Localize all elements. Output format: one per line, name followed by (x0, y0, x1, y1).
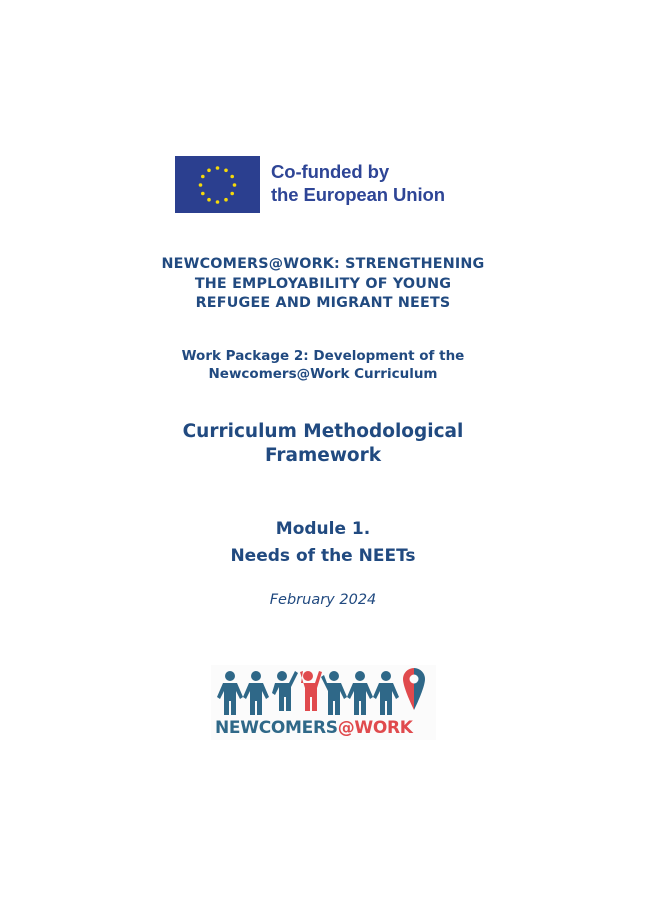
module-name: Needs of the NEETs (230, 546, 416, 566)
eu-cofunded-text (271, 160, 445, 206)
location-pin-icon (403, 668, 425, 710)
publication-date: February 2024 (269, 592, 377, 608)
module-title (0, 516, 646, 570)
wordmark-at-work: @WORK (337, 718, 413, 738)
project-title (0, 255, 646, 314)
svg-text:NEWCOMERS@WORK (215, 718, 414, 738)
eu-cofunded-logo (175, 156, 465, 214)
wordmark-newcomers: NEWCOMERS (215, 718, 338, 738)
document-title (0, 420, 646, 468)
document-title-line-2: Framework (264, 445, 382, 466)
eu-text-line-2: the European Union (271, 184, 445, 205)
people-holding-hands-icon (211, 665, 436, 740)
project-title-line-2: THE EMPLOYABILITY OF YOUNG (194, 275, 452, 292)
work-package-line-2: Newcomers@Work Curriculum (208, 366, 438, 382)
project-title-line-1: NEWCOMERS@WORK: STRENGTHENING (161, 256, 485, 272)
newcomers-at-work-logo (211, 665, 436, 740)
eu-text-line-1: Co-funded by (271, 161, 390, 182)
work-package-line-1: Work Package 2: Development of the (181, 348, 465, 364)
work-package-title (0, 347, 646, 383)
project-title-line-3: REFUGEE AND MIGRANT NEETS (195, 295, 451, 311)
module-number: Module 1. (275, 519, 371, 539)
document-title-line-1: Curriculum Methodological (182, 421, 464, 442)
eu-flag-icon (175, 156, 260, 213)
